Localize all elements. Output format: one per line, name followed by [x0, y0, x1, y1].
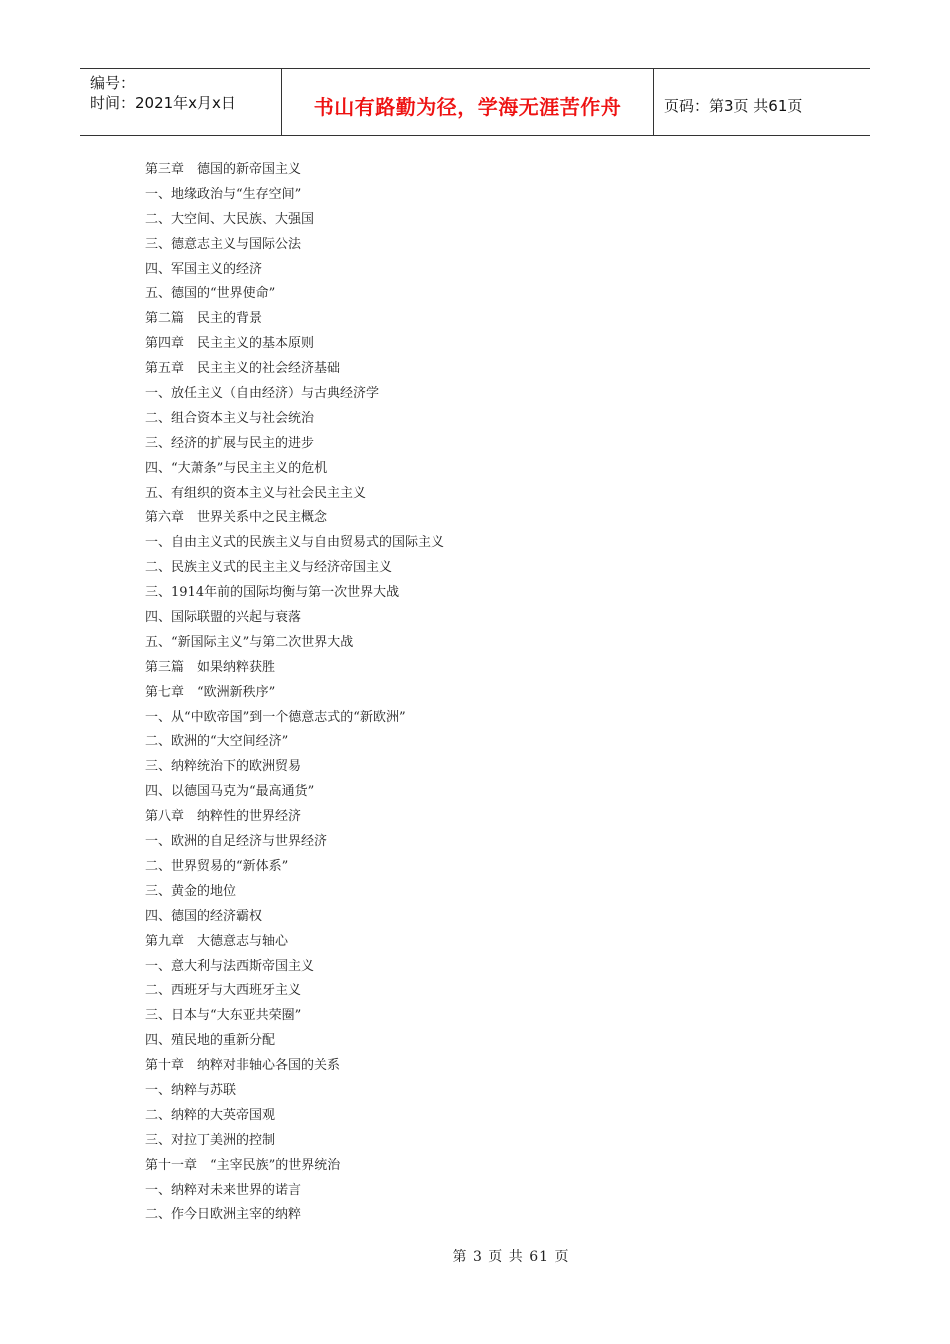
toc-entry: 第六章 世界关系中之民主概念	[145, 510, 328, 526]
toc-entry: 四、殖民地的重新分配	[145, 1033, 276, 1049]
toc-entry: 二、西班牙与大西班牙主义	[145, 983, 302, 999]
toc-entry: 二、组合资本主义与社会统治	[145, 410, 315, 426]
toc-entry: 第五章 民主主义的社会经济基础	[145, 361, 341, 377]
toc-entry: 第十章 纳粹对非轴心各国的关系	[145, 1058, 341, 1074]
toc-entry: 第三章 德国的新帝国主义	[145, 162, 302, 177]
toc-entry: 二、作今日欧洲主宰的纳粹	[145, 1207, 302, 1223]
document-number-label: 编号：	[90, 74, 136, 92]
toc-entry: 二、大空间、大民族、大强国	[145, 211, 315, 227]
toc-entry: 一、意大利与法西斯帝国主义	[145, 958, 315, 974]
toc-entry: 三、日本与“大东亚共荣圈”	[145, 1008, 302, 1024]
toc-entry: 三、黄金的地位	[145, 883, 237, 899]
toc-entry: 第八章 纳粹性的世界经济	[145, 809, 302, 825]
toc-entry: 第九章 大德意志与轴心	[145, 933, 289, 949]
toc-entry: 三、对拉丁美洲的控制	[145, 1132, 276, 1148]
toc-entry: 第四章 民主主义的基本原则	[145, 336, 315, 352]
toc-entry: 五、有组织的资本主义与社会民主主义	[145, 485, 367, 501]
toc-entry: 第七章 “欧洲新秩序”	[145, 684, 276, 700]
header-meta	[80, 69, 282, 135]
toc-entry: 二、欧洲的“大空间经济”	[145, 734, 289, 750]
toc-entry: 四、以德国马克为“最高通货”	[145, 784, 315, 800]
toc-entry: 一、欧洲的自足经济与世界经济	[145, 834, 328, 850]
page-header	[80, 68, 870, 136]
toc-entry: 二、纳粹的大英帝国观	[145, 1107, 276, 1123]
document-time-label: 时间：2021年x月x日	[90, 94, 236, 112]
toc-entry: 四、“大萧条”与民主主义的危机	[145, 460, 328, 476]
toc-entry: 一、纳粹与苏联	[145, 1082, 237, 1098]
toc-entry: 一、地缘政治与“生存空间”	[145, 186, 302, 202]
toc-entry: 三、纳粹统治下的欧洲贸易	[145, 759, 302, 775]
toc-entry: 四、国际联盟的兴起与衰落	[145, 610, 302, 626]
header-motto: 书山有路勤为径，学海无涯苦作舟	[282, 69, 654, 135]
table-of-contents	[145, 158, 845, 1228]
page-footer: 第 3 页 共 61 页	[452, 1249, 570, 1265]
toc-entry: 二、民族主义式的民主主义与经济帝国主义	[145, 560, 393, 576]
toc-entry: 一、放任主义（自由经济）与古典经济学	[145, 386, 380, 402]
toc-entry: 第二篇 民主的背景	[145, 311, 263, 327]
toc-entry: 一、从“中欧帝国”到一个德意志式的“新欧洲”	[145, 709, 406, 725]
toc-entry: 三、德意志主义与国际公法	[145, 236, 302, 252]
toc-entry: 第十一章 “主宰民族”的世界统治	[145, 1157, 341, 1173]
toc-entry: 四、德国的经济霸权	[145, 908, 263, 924]
toc-entry: 一、自由主义式的民族主义与自由贸易式的国际主义	[145, 535, 445, 551]
toc-entry: 第三篇 如果纳粹获胜	[145, 659, 276, 675]
toc-entry: 一、纳粹对未来世界的诺言	[145, 1182, 302, 1198]
toc-entry: 三、经济的扩展与民主的进步	[145, 435, 315, 451]
toc-entry: 二、世界贸易的“新体系”	[145, 858, 289, 874]
toc-entry: 五、“新国际主义”与第二次世界大战	[145, 634, 354, 650]
toc-entry: 四、军国主义的经济	[145, 261, 263, 277]
header-page-info: 页码：第3页 共61页	[664, 96, 803, 115]
toc-entry: 五、德国的“世界使命”	[145, 286, 276, 302]
toc-entry: 三、1914年前的国际均衡与第一次世界大战	[145, 585, 400, 601]
